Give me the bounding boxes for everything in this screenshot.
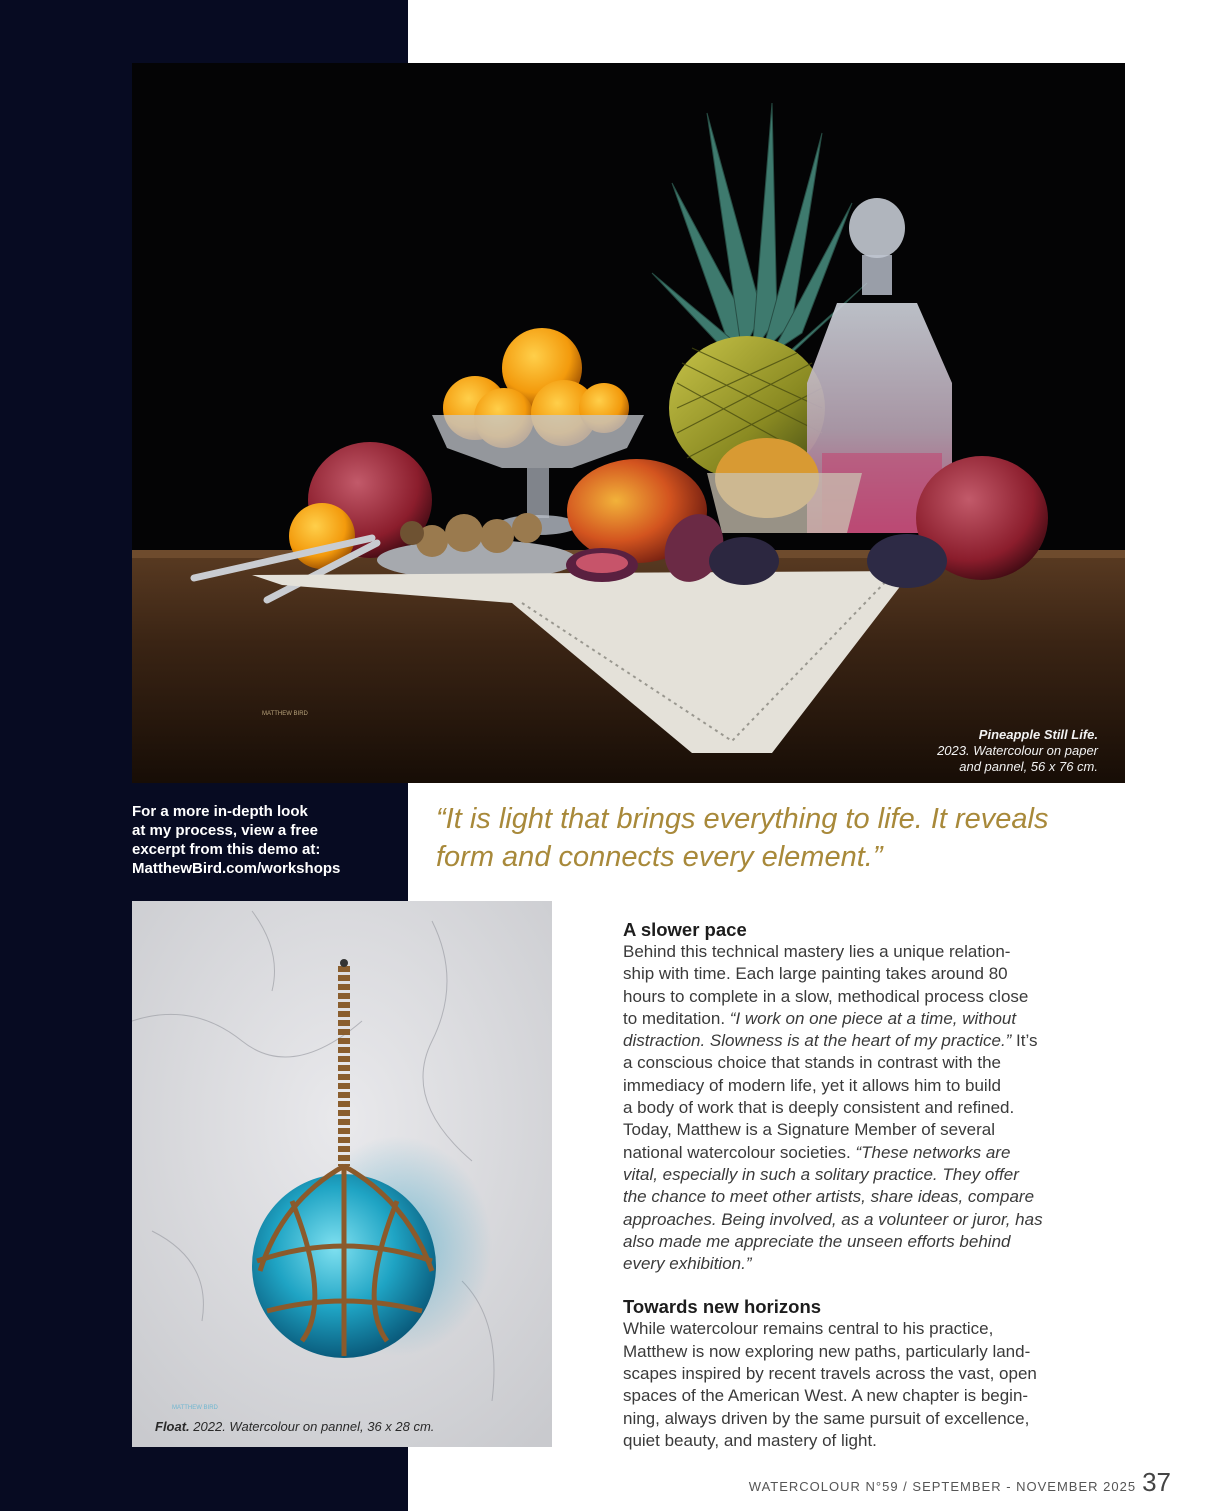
- workshop-note-line: at my process, view a free: [132, 822, 318, 839]
- main-painting-caption: [937, 727, 1098, 775]
- quote-text: “These networks are: [855, 1142, 1011, 1162]
- main-caption-line2: and pannel, 56 x 76 cm.: [959, 759, 1098, 774]
- quote-text: “I work on one piece at a time, without: [729, 1008, 1017, 1028]
- section-spacer: [623, 1275, 1053, 1295]
- paragraph-line: hours to complete in a slow, methodical process close: [623, 986, 1029, 1006]
- paragraph-line: immediacy of modern life, yet it allows him to build: [623, 1075, 1001, 1095]
- float-caption: [155, 1419, 434, 1434]
- main-painting-signature: MATTHEW BIRD: [262, 711, 308, 717]
- workshop-note: [132, 802, 382, 878]
- quote-text: distraction. Slowness is at the heart of my practice.”: [623, 1031, 1012, 1051]
- paragraph-text: to meditation.: [623, 1008, 730, 1028]
- pineapple-still-life-painting: [132, 63, 1125, 783]
- paragraph-line: quiet beauty, and mastery of light.: [623, 1430, 877, 1450]
- paragraph-line: ship with time. Each large painting takes around 80: [623, 964, 1008, 984]
- pull-quote: [436, 800, 1136, 876]
- paragraph-text: national watercolour societies.: [623, 1142, 856, 1162]
- fig-right: [867, 534, 947, 588]
- workshop-note-line: For a more in-depth look: [132, 803, 308, 820]
- quote-line: also made me appreciate the unseen efforts behind: [623, 1231, 1011, 1251]
- paragraph-line: Matthew is now exploring new paths, particularly land-: [623, 1341, 1031, 1361]
- paragraph-line: ning, always driven by the same pursuit of excellence,: [623, 1408, 1030, 1428]
- float-illustration: [132, 901, 552, 1447]
- paragraph-text: It’s: [1011, 1031, 1038, 1051]
- fig-whole: [709, 537, 779, 585]
- paragraph-line: a conscious choice that stands in contrast with the: [623, 1053, 1001, 1073]
- paragraph-line: Today, Matthew is a Signature Member of several: [623, 1120, 995, 1140]
- main-caption-title: Pineapple Still Life.: [978, 727, 1098, 742]
- float-caption-body: 2022. Watercolour on pannel, 36 x 28 cm.: [189, 1419, 435, 1434]
- section-heading-new-horizons: Towards new horizons: [623, 1296, 822, 1318]
- paragraph-line: While watercolour remains central to his practice,: [623, 1319, 994, 1339]
- paragraph-line: Behind this technical mastery lies a unique relation-: [623, 942, 1011, 961]
- paragraph-line: [623, 1008, 1053, 1030]
- article-body: [623, 918, 1053, 1452]
- paragraph-line: [623, 1142, 1053, 1164]
- workshop-url-link[interactable]: MatthewBird.com/workshops: [132, 860, 341, 877]
- paragraph-line: scapes inspired by recent travels across the vast, open: [623, 1364, 1037, 1384]
- quote-line: every exhibition.”: [623, 1254, 752, 1274]
- paragraph-line: [623, 1030, 1053, 1052]
- quote-line: the chance to meet other artists, share ideas, compare: [623, 1187, 1035, 1207]
- float-painting: [132, 901, 552, 1447]
- still-life-illustration: [132, 63, 1125, 783]
- paragraph-line: a body of work that is deeply consistent and refined.: [623, 1098, 1015, 1118]
- pull-quote-line: form and connects every element.”: [436, 841, 883, 873]
- main-caption-line1: 2023. Watercolour on paper: [937, 743, 1098, 758]
- folio-line: WATERCOLOUR N°59 / SEPTEMBER - NOVEMBER 2025: [748, 1479, 1137, 1494]
- float-caption-title: Float.: [155, 1419, 190, 1434]
- paragraph-line: spaces of the American West. A new chapter is begin-: [623, 1386, 1029, 1406]
- quote-line: approaches. Being involved, as a volunteer or juror, has: [623, 1209, 1043, 1229]
- page-number: 37: [1142, 1467, 1171, 1497]
- section-heading-slower-pace: A slower pace: [623, 919, 747, 940]
- workshop-note-line: excerpt from this demo at:: [132, 841, 321, 858]
- quote-line: vital, especially in such a solitary practice. They offer: [623, 1164, 1019, 1184]
- page-footer: [749, 1467, 1171, 1498]
- float-painting-signature: MATTHEW BIRD: [172, 1405, 218, 1411]
- pull-quote-line: “It is light that brings everything to life. It reveals: [436, 803, 1049, 835]
